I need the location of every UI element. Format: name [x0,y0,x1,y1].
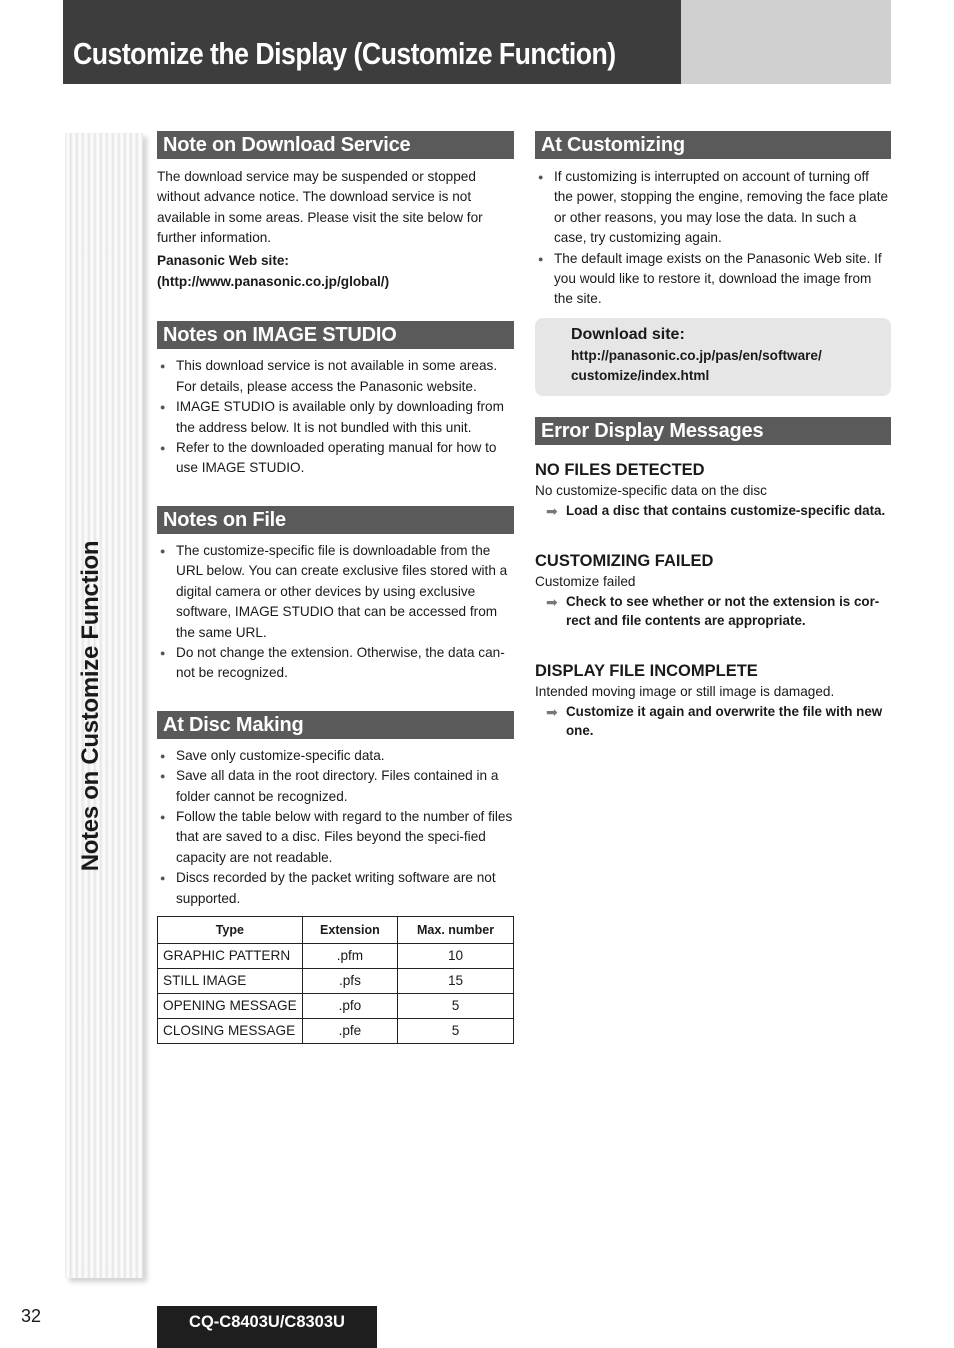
error-action [535,592,891,630]
panasonic-site-label: Panasonic Web site: [157,252,289,268]
error-title: DISPLAY FILE INCOMPLETE [535,661,758,680]
table-header-max-number: Max. number [398,916,514,943]
table-cell-max-number: 5 [398,993,514,1018]
list-item: ● Save all data in the root directory. Files contained in a folder cannot be recognized. [157,766,514,807]
notes-file-section [157,506,514,684]
table-header-row [158,916,514,943]
table-cell-extension: .pfo [302,993,397,1018]
download-site-box [535,318,891,396]
table-row [158,993,514,1018]
error-action-text: Customize it again and overwrite the file with new one. [566,703,883,738]
arrow-right-icon: ➡ [546,502,558,519]
table-cell-extension: .pfs [302,968,397,993]
list-item: ● Do not change the extension. Otherwise, the data can-not be recognized. [157,643,514,684]
right-column [535,131,891,740]
customizing-heading: At Customizing [535,131,891,159]
table-cell-max-number: 5 [398,1018,514,1043]
page-header [63,0,681,84]
table-row [158,1018,514,1043]
list-item: ● Save only customize-specific data. [157,746,514,766]
error-item-customizing-failed [535,550,891,630]
download-site-url-line-2: customize/index.html [571,367,710,383]
table-cell-type: STILL IMAGE [158,968,303,993]
table-cell-extension: .pfm [302,943,397,968]
error-action [535,702,891,740]
table-cell-type: OPENING MESSAGE [158,993,303,1018]
error-description: Intended moving image or still image is damaged. [535,683,835,699]
list-item: ● The default image exists on the Panasonic Web site. If you would like to restore it, download the image from the site. [535,249,891,310]
table-cell-max-number: 10 [398,943,514,968]
table-cell-type: GRAPHIC PATTERN [158,943,303,968]
list-item: ● The customize-specific file is downloadable from the URL below. You can create exclusive files stored with a digital camera or other devices by using exclusive software, IMAGE STUDIO that can be accessed from the same URL. [157,541,514,643]
file-types-table [157,916,514,1044]
customizing-list [535,167,891,310]
download-site-url-line-1: http://panasonic.co.jp/pas/en/software/ [571,347,822,363]
table-cell-type: CLOSING MESSAGE [158,1018,303,1043]
table-row [158,968,514,993]
table-cell-extension: .pfe [302,1018,397,1043]
arrow-right-icon: ➡ [546,703,558,720]
side-tab-label: Notes on Customize Function [77,540,104,872]
list-item: ● If customizing is interrupted on account of turning off the power, stopping the engine, removing the face plate or other reasons, you may lose the data. In such a case, try customizing again. [535,167,891,249]
list-item: ● Discs recorded by the packet writing software are not supported. [157,868,514,909]
table-row [158,943,514,968]
error-title: NO FILES DETECTED [535,460,705,479]
page-number: 32 [21,1306,42,1326]
table-cell-max-number: 15 [398,968,514,993]
error-action-text: Check to see whether or not the extension is cor-rect and file contents are appropriate. [566,593,880,628]
error-messages-section [535,417,891,740]
disc-making-list [157,746,514,909]
list-item: ● This download service is not available in some areas. For details, please access the Panasonic website. [157,356,514,397]
error-action [535,501,891,520]
download-service-heading: Note on Download Service [157,131,514,159]
disc-making-section [157,711,514,1044]
table-header-type: Type [158,916,303,943]
list-item: ● Refer to the downloaded operating manual for how to use IMAGE STUDIO. [157,438,514,479]
header-accent-block [681,0,891,84]
download-service-section [157,131,514,292]
arrow-right-icon: ➡ [546,593,558,610]
error-messages-heading: Error Display Messages [535,417,891,445]
error-title: CUSTOMIZING FAILED [535,551,714,570]
list-item: ● Follow the table below with regard to the number of files that are saved to a disc. Files beyond the speci-fied capacity are not readable. [157,807,514,868]
error-action-text: Load a disc that contains customize-specific data. [566,502,886,518]
notes-file-list [157,541,514,684]
panasonic-site-url: (http://www.panasonic.co.jp/global/) [157,274,390,290]
error-item-display-incomplete [535,660,891,740]
error-item-no-files [535,459,891,520]
notes-file-heading: Notes on File [157,506,514,534]
disc-making-heading: At Disc Making [157,711,514,739]
model-number-badge: CQ-C8403U/C8303U [157,1306,377,1348]
image-studio-heading: Notes on IMAGE STUDIO [157,321,514,349]
left-column [157,131,514,1044]
page-title: Customize the Display (Customize Function) [73,36,616,71]
error-description: Customize failed [535,573,636,589]
download-service-body: The download service may be suspended or stopped without advance notice. The download service is not available in some areas. Please visit the site below for further information. [157,169,483,246]
list-item: ● IMAGE STUDIO is available only by downloading from the address below. It is not bundled with this unit. [157,397,514,438]
table-header-extension: Extension [302,916,397,943]
error-description: No customize-specific data on the disc [535,482,767,498]
download-site-title: Download site: [571,325,685,343]
image-studio-section [157,321,514,478]
customizing-section [535,131,891,396]
image-studio-list [157,356,514,478]
